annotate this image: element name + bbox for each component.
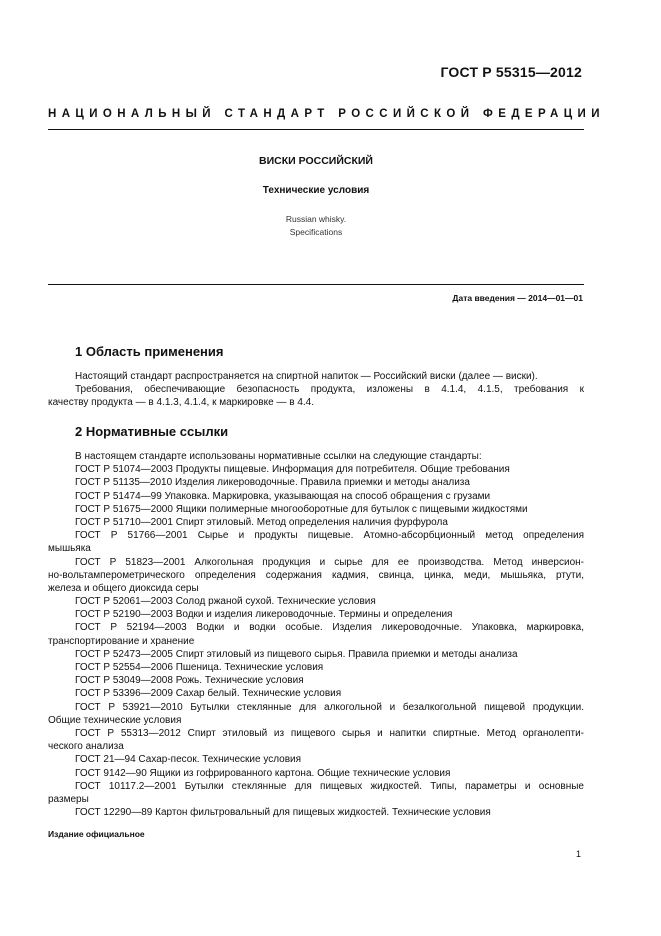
reference-line: ГОСТ Р 51710—2001 Спирт этиловый. Метод определения наличия фурфурола <box>75 516 448 528</box>
section-1-heading: 1 Область применения <box>75 344 224 359</box>
title-rule <box>48 284 584 285</box>
reference-line: ГОСТ Р 55313—2012 Спирт этиловый из пищевого сырья и напитки спиртные. Метод органолепти- <box>75 727 584 739</box>
reference-line: ГОСТ Р 51474—99 Упаковка. Маркировка, указывающая на способ обращения с грузами <box>75 490 491 502</box>
english-title: Russian whisky. <box>285 214 347 224</box>
reference-line: ГОСТ Р 52190—2003 Водки и изделия ликероводочные. Термины и определения <box>75 609 453 621</box>
reference-line: ГОСТ Р 51675—2000 Ящики полимерные многооборотные для бутылок с пищевыми жидкостями <box>75 503 528 515</box>
reference-line: размеры <box>48 793 89 805</box>
reference-line: мышьяка <box>48 543 91 555</box>
reference-line: ГОСТ Р 53396—2009 Сахар белый. Технические условия <box>75 688 342 700</box>
reference-line: но-вольтамперометрического определения содержания кадмия, свинца, цинка, меди, мышьяка, ртути, <box>48 569 584 581</box>
reference-line: ГОСТ Р 52473—2005 Спирт этиловый из пищевого сырья. Правила приемки и методы анализа <box>75 648 518 660</box>
header-rule <box>48 129 584 130</box>
reference-line: ГОСТ Р 52194—2003 Водки и водки особые. Изделия ликероводочные. Упаковка, маркировка, <box>75 622 584 634</box>
section-1-line: Настоящий стандарт распространяется на спиртной напиток — Российский виски (далее — виски). <box>75 371 538 382</box>
reference-line: В настоящем стандарте использованы нормативные ссылки на следующие стандарты: <box>75 451 482 462</box>
reference-line: ГОСТ Р 51766—2001 Сырье и продукты пищевые. Атомно-абсорбционный метод определения <box>75 530 584 542</box>
official-edition-label: Издание официальное <box>48 829 145 839</box>
section-1-body <box>48 370 584 410</box>
introduction-date: Дата введения — 2014—01—01 <box>452 293 583 303</box>
page-number: 1 <box>575 849 581 859</box>
reference-line: ГОСТ 10117.2—2001 Бутылки стеклянные для пищевых жидкостей. Типы, параметры и основные <box>75 780 584 792</box>
reference-line: Общие технические условия <box>48 714 182 726</box>
document-title: ВИСКИ РОССИЙСКИЙ <box>259 155 373 167</box>
reference-line: ГОСТ Р 52554—2006 Пшеница. Технические условия <box>75 662 324 673</box>
section-2-heading: 2 Нормативные ссылки <box>75 424 229 439</box>
reference-line: ГОСТ Р 51823—2001 Алкогольная продукция и сырье для ее производства. Метод инверсион- <box>75 556 584 568</box>
reference-line: ГОСТ 21—94 Сахар-песок. Технические условия <box>75 754 302 766</box>
document-subtitle: Технические условия <box>262 185 370 196</box>
reference-line: ГОСТ Р 51074—2003 Продукты пищевые. Информация для потребителя. Общие требования <box>75 464 510 476</box>
reference-line: ГОСТ Р 52061—2003 Солод ржаной сухой. Технические условия <box>75 596 376 608</box>
reference-line: ческого анализа <box>48 741 124 753</box>
reference-line: ГОСТ Р 51135—2010 Изделия ликероводочные. Правила приемки и методы анализа <box>75 477 470 489</box>
reference-line: ГОСТ 12290—89 Картон фильтровальный для пищевых жидкостей. Технические условия <box>75 807 491 819</box>
national-standard-banner: НАЦИОНАЛЬНЫЙ СТАНДАРТ РОССИЙСКОЙ ФЕДЕРАЦИИ <box>48 108 605 120</box>
reference-line: железа и общего диоксида серы <box>48 582 199 594</box>
reference-line: ГОСТ Р 53921—2010 Бутылки стеклянные для алкогольной и безалкогольной пищевой продукции. <box>75 701 584 713</box>
english-subtitle: Specifications <box>289 227 343 237</box>
document-code: ГОСТ Р 55315—2012 <box>440 64 582 80</box>
reference-line: ГОСТ 9142—90 Ящики из гофрированного картона. Общие технические условия <box>75 767 451 779</box>
reference-line: транспортирование и хранение <box>48 635 195 647</box>
section-2-body <box>48 450 584 819</box>
section-1-line: качеству продукта — в 4.1.3, 4.1.4, к маркировке — в 4.4. <box>48 397 314 409</box>
section-1-line: Требования, обеспечивающие безопасность продукта, изложены в 4.1.4, 4.1.5, требования к <box>75 384 584 396</box>
reference-line: ГОСТ Р 53049—2008 Рожь. Технические условия <box>75 675 304 687</box>
